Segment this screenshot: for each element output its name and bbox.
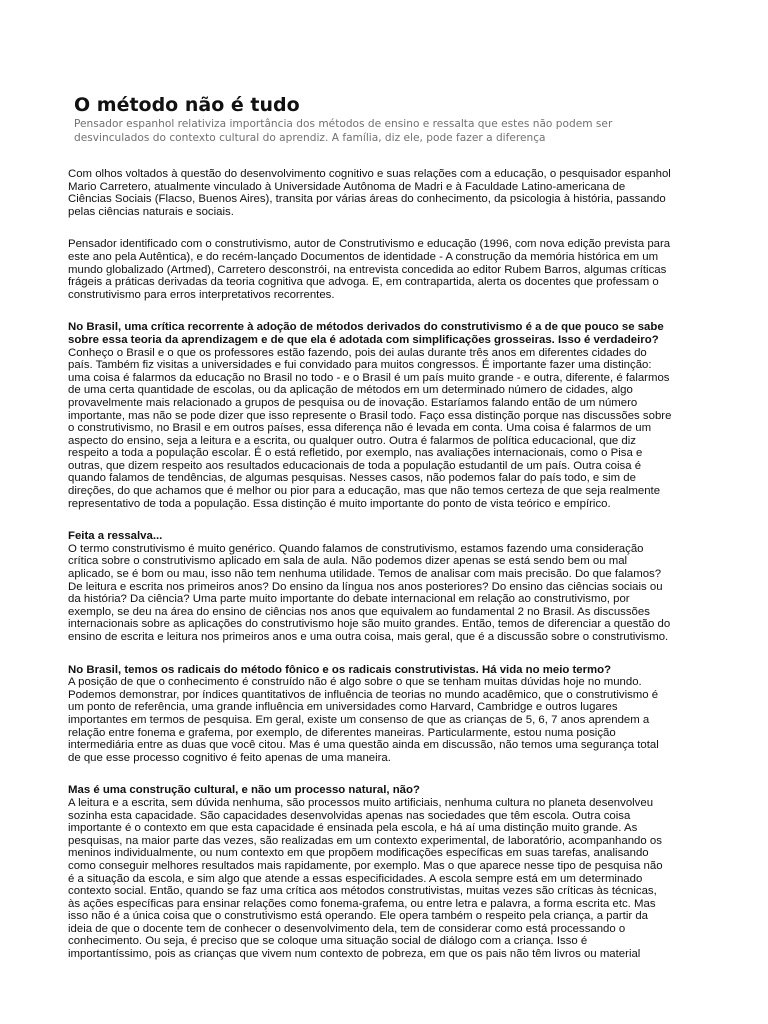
subtitle-line: Pensador espanhol relativiza importância dos métodos de ensino e ressalta que estes não podem ser xyxy=(74,118,613,130)
interview-question-line: Feita a ressalva... xyxy=(68,530,163,543)
paragraph-line: direções, do que achamos que é melhor ou pior para a educação, mas que não temos certeza de que seja realmente xyxy=(68,485,661,498)
article-body xyxy=(68,168,698,981)
paragraph-line: conhecimento. Ou seja, é preciso que se coloque uma situação social de diálogo com a criança. Isso é xyxy=(68,935,588,948)
subtitle-line: desvinculados do contexto cultural do aprendiz. A família, diz ele, pode fazer a diferença xyxy=(74,132,546,144)
paragraph-line: exemplo, se deu na área do ensino de ciências nos anos que equivalem ao fundamental 2 no Brasil. As discussões xyxy=(68,605,650,618)
paragraph-line: um ponto de referência, uma grande influência em universidades como Harvard, Cambridge e outros lugares xyxy=(68,701,618,714)
paragraph-line: pelas ciências naturais e sociais. xyxy=(68,205,234,218)
paragraph-line: às ações específicas para ensinar relações como fonema-grafema, ou entre letra e palavra, a forma escrita etc. Mas xyxy=(68,897,656,910)
paragraph-line: contexto social. Então, quando se faz uma crítica aos métodos construtivistas, muitas vezes são críticas às técnicas, xyxy=(68,885,657,898)
paragraph-line: O termo construtivismo é muito genérico. Quando falamos de construtivismo, estamos fazendo uma consideração xyxy=(68,542,644,555)
interview-question-line: sobre essa teoria da aprendizagem e de que ela é adotada com simplificações grosseiras. Isso é verdadeiro? xyxy=(68,333,659,346)
paragraph-line: Pensador identificado com o construtivismo, autor de Construtivismo e educação (1996, com nova edição prevista para xyxy=(68,238,671,251)
interview-question-line: No Brasil, uma crítica recorrente à adoção de métodos derivados do construtivismo é a de que pouco se sabe xyxy=(68,321,664,334)
paragraph-line: Mario Carretero, atualmente vinculado à Universidade Autônoma de Madri e à Faculdade Latino-americana de xyxy=(68,180,626,193)
paragraph-line: importante, mas não se pode dizer que isso represente o Brasil todo. Faço essa distinção porque nas discussões sobre xyxy=(68,409,672,422)
paragraph-line: importante é o contexto em que esta capacidade é ensinada pela escola, e há aí uma distinção muito grande. As xyxy=(68,822,638,835)
paragraph-line: Com olhos voltados à questão do desenvolvimento cognitivo e suas relações com a educação, o pesquisador espanhol xyxy=(68,168,671,180)
paragraph-line: aplicado, se é bom ou mau, isso não tem nenhuma utilidade. Temos de analisar com mais precisão. Do que falamos? xyxy=(68,568,662,581)
paragraph xyxy=(68,784,698,960)
paragraph-line: respeito a toda a população escolar. É o está refletido, por exemplo, nas avaliações internacionais, como o Pisa e xyxy=(68,447,643,460)
paragraph-line: uma coisa é falarmos da educação no Brasil no todo - e o Brasil é um país muito grande - e outra, diferente, é falarmos xyxy=(68,371,670,384)
paragraph xyxy=(68,530,698,643)
paragraph-line: crítica sobre o construtivismo aplicado em sala de aula. Não podemos dizer apenas se está sendo bem ou mal xyxy=(68,555,628,568)
paragraph-line: de uma certa quantidade de escolas, ou da aplicação de métodos em um determinado número de cidades, algo xyxy=(68,384,633,397)
paragraph-line: meninos individualmente, ou num contexto em que propõem modificações específicas em suas tarefas, analisando xyxy=(68,847,649,860)
paragraph xyxy=(68,238,698,301)
paragraph-line: construtivismo para erros interpretativos recorrentes. xyxy=(68,288,335,301)
paragraph-line: A posição de que o conhecimento é construído não é algo sobre o que se tenham muitas dúvidas hoje no mundo. xyxy=(68,676,642,689)
paragraph-line: isso não é a única coisa que o construtivismo está operando. Ele opera também o respeito pela criança, a partir da xyxy=(68,910,648,923)
article-subtitle xyxy=(74,117,674,145)
paragraph-line: representativo de toda a população. Essa distinção é muito importante do ponto de vista teórico e empírico. xyxy=(68,497,611,510)
paragraph-line: Ciências Sociais (Flacso, Buenos Aires), transita por várias áreas do conhecimento, da psicologia à história, passando xyxy=(68,193,666,206)
paragraph-line: internacionais sobre as aplicações do construtivismo hoje são muito grandes. Então, temos de diferenciar a questão do xyxy=(68,618,671,631)
paragraph-line: pesquisas, na maior parte das vezes, são realizadas em um contexto experimental, de laboratório, acompanhando os xyxy=(68,834,662,847)
paragraph-line: ideia de que o docente tem de conhecer o desenvolvimento dela, tem de considerar como está processando o xyxy=(68,922,626,935)
paragraph-line: relação entre fonema e grafema, por exemplo, de diferentes maneiras. Particularmente, estou numa posição xyxy=(68,726,616,739)
paragraph-line: importantíssimo, pois as crianças que vivem num contexto de pobreza, em que os pais não têm livros ou material xyxy=(68,948,641,961)
paragraph-line: aspecto do ensino, seja a leitura e a escrita, ou qualquer outro. Outra é falarmos de política educacional, que diz xyxy=(68,434,636,447)
paragraph-line: é a situação da escola, e sim algo que atende a essas especificidades. A escola sempre está em um determinado xyxy=(68,872,643,885)
paragraph-line: quando falamos de tendências, de algumas pesquisas. Nesses casos, não podemos falar do país todo, e sim de xyxy=(68,472,636,485)
paragraph-line: frágeis a práticas derivadas da teoria cognitiva que advoga. E, em contrapartida, alerta os docentes que professam o xyxy=(68,276,659,289)
paragraph-line: provavelmente mais relacionado a grupos de pesquisa ou de inovação. Estaríamos falando então de um número xyxy=(68,396,638,409)
paragraph xyxy=(68,168,698,218)
paragraph xyxy=(68,321,698,510)
paragraph-line: importantes em termos de pesquisa. Em geral, existe um consenso de que as crianças de 5, 6, 7 anos aprendem a xyxy=(68,713,650,726)
paragraph xyxy=(68,664,698,765)
paragraph-line: país. Também fiz visitas a universidades e fui convidado para muitos congressos. É importante fazer uma distinção: xyxy=(68,359,652,372)
article-title: O método não é tudo xyxy=(74,94,300,116)
paragraph-line: de que esse processo cognitivo é feito apenas de uma maneira. xyxy=(68,751,391,764)
paragraph-line: da história? Da ciência? Uma parte muito importante do debate internacional em relação ao construtivismo, por xyxy=(68,593,630,606)
paragraph-line: ensino de escrita e leitura nos primeiros anos e uma outra coisa, mais geral, que é a discussão sobre o construtivismo. xyxy=(68,631,669,643)
paragraph-line: Podemos demonstrar, por índices quantitativos de influência de teorias no mundo acadêmico, que o construtivismo é xyxy=(68,688,659,701)
paragraph-line: este ano pela Autêntica), e do recém-lançado Documentos de identidade - A construção da memória histórica em um xyxy=(68,250,659,263)
paragraph-line: outras, que dizem respeito aos resultados educacionais de toda a população estudantil de um país. Outra coisa é xyxy=(68,459,642,472)
interview-question-line: Mas é uma construção cultural, e não um processo natural, não? xyxy=(68,784,420,797)
paragraph-line: mundo globalizado (Artmed), Carretero desconstrói, na entrevista concedida ao editor Rubem Barros, algumas críticas xyxy=(68,263,667,276)
paragraph-line: Conheço o Brasil e o que os professores estão fazendo, pois dei aulas durante três anos em diferentes cidades do xyxy=(68,346,647,359)
paragraph-line: intermediária entre as duas que você citou. Mas é uma questão ainda em discussão, não temos uma segurança total xyxy=(68,739,659,752)
interview-question-line: No Brasil, temos os radicais do método fônico e os radicais construtivistas. Há vida no meio termo? xyxy=(68,663,612,676)
paragraph-line: A leitura e a escrita, sem dúvida nenhuma, são processos muito artificiais, nenhuma cultura no planeta desenvolveu xyxy=(68,796,654,809)
paragraph-line: sozinha esta capacidade. São capacidades desenvolvidas apenas nas sociedades que têm escola. Outra coisa xyxy=(68,809,631,822)
paragraph-line: como conseguir melhores resultados mais rapidamente, por exemplo. Mas o que aparece nesse tipo de pesquisa não xyxy=(68,859,663,872)
paragraph-line: o construtivismo, no Brasil e em outros países, essa diferença não é levada em conta. Uma coisa é falarmos de um xyxy=(68,422,652,435)
paragraph-line: De leitura e escrita nos primeiros anos? Do ensino da língua nos anos posteriores? Do ensino das ciências sociais ou xyxy=(68,580,663,593)
